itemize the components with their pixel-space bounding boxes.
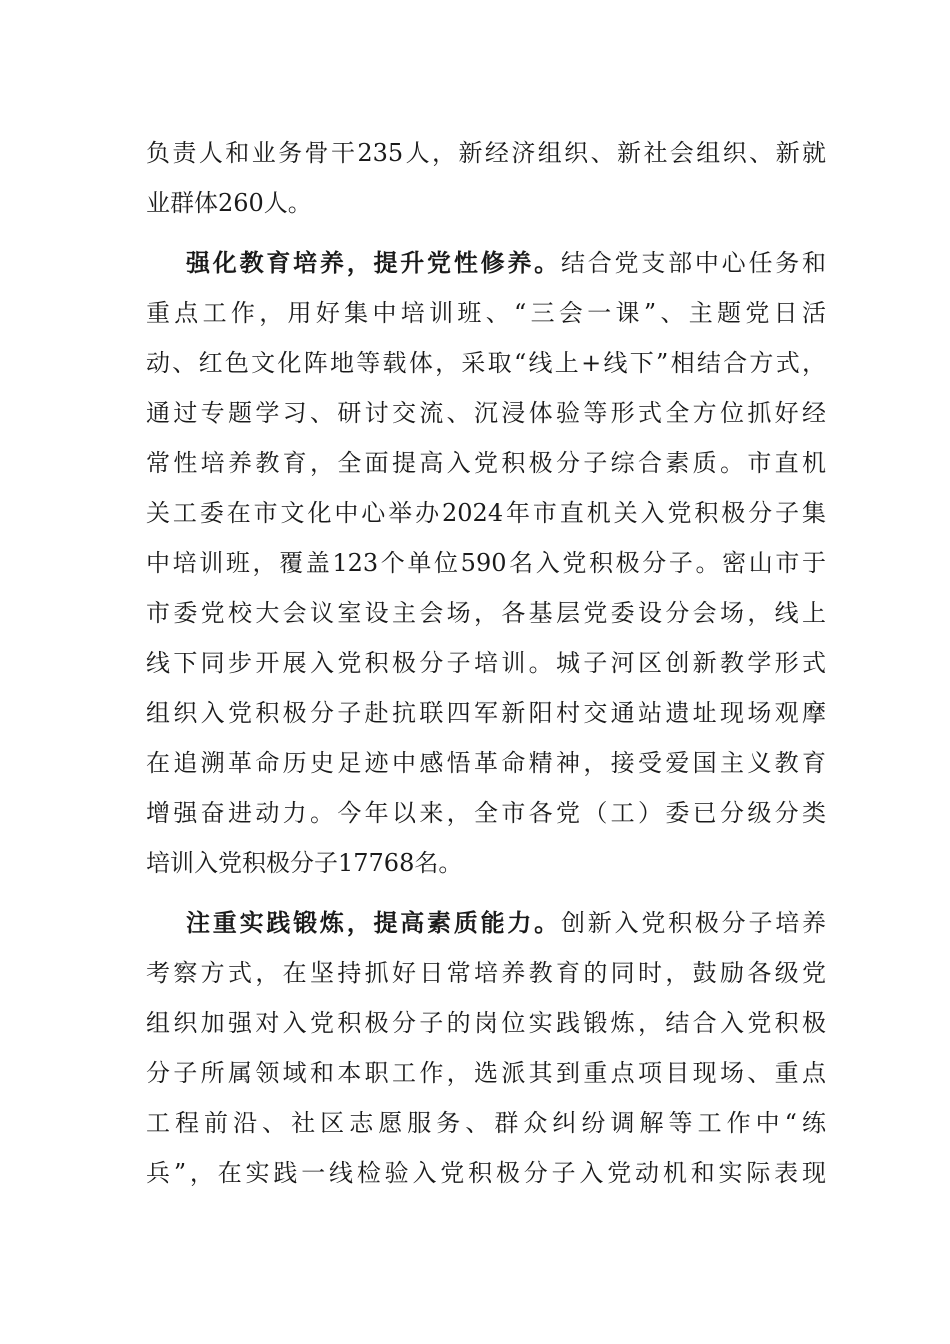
text-line: 分子所属领域和本职工作，选派其到重点项目现场、重点	[146, 1059, 826, 1087]
paragraph-first-line	[186, 248, 826, 278]
paragraph-text: 结合党支部中心任务和	[560, 249, 827, 277]
paragraph-heading: 注重实践锻炼，提高素质能力。	[186, 909, 561, 937]
text-line: 通过专题学习、研讨交流、沉浸体验等形式全方位抓好经	[146, 399, 826, 427]
paragraph-text: 创新入党积极分子培养	[560, 909, 827, 937]
text-line: 常性培养教育，全面提高入党积极分子综合素质。市直机	[146, 449, 826, 477]
text-line: 市委党校大会议室设主会场，各基层党委设分会场，线上	[146, 599, 826, 627]
text-line: 组织加强对入党积极分子的岗位实践锻炼，结合入党积极	[146, 1009, 826, 1037]
text-line: 负责人和业务骨干235人，新经济组织、新社会组织、新就	[146, 139, 826, 167]
text-line: 动、红色文化阵地等载体，采取“线上+线下”相结合方式，	[146, 349, 826, 377]
text-line: 中培训班，覆盖123个单位590名入党积极分子。密山市于	[146, 549, 826, 577]
text-line: 组织入党积极分子赴抗联四军新阳村交通站遗址现场观摩	[146, 699, 826, 727]
text-line: 兵”，在实践一线检验入党积极分子入党动机和实际表现	[146, 1159, 826, 1187]
text-line: 重点工作，用好集中培训班、“三会一课”、主题党日活	[146, 299, 826, 327]
text-line: 考察方式，在坚持抓好日常培养教育的同时，鼓励各级党	[146, 959, 826, 987]
text-line: 线下同步开展入党积极分子培训。城子河区创新教学形式	[146, 649, 826, 677]
paragraph-heading: 强化教育培养，提升党性修养。	[186, 249, 561, 277]
paragraph-first-line	[186, 908, 826, 938]
text-line: 业群体260人。	[146, 189, 312, 217]
text-line: 在追溯革命历史足迹中感悟革命精神，接受爱国主义教育	[146, 749, 826, 777]
text-line: 工程前沿、社区志愿服务、群众纠纷调解等工作中“练	[146, 1109, 826, 1137]
text-line: 关工委在市文化中心举办2024年市直机关入党积极分子集	[146, 499, 826, 527]
text-line: 增强奋进动力。今年以来，全市各党（工）委已分级分类	[146, 799, 826, 827]
text-line: 培训入党积极分子17768名。	[146, 849, 463, 877]
